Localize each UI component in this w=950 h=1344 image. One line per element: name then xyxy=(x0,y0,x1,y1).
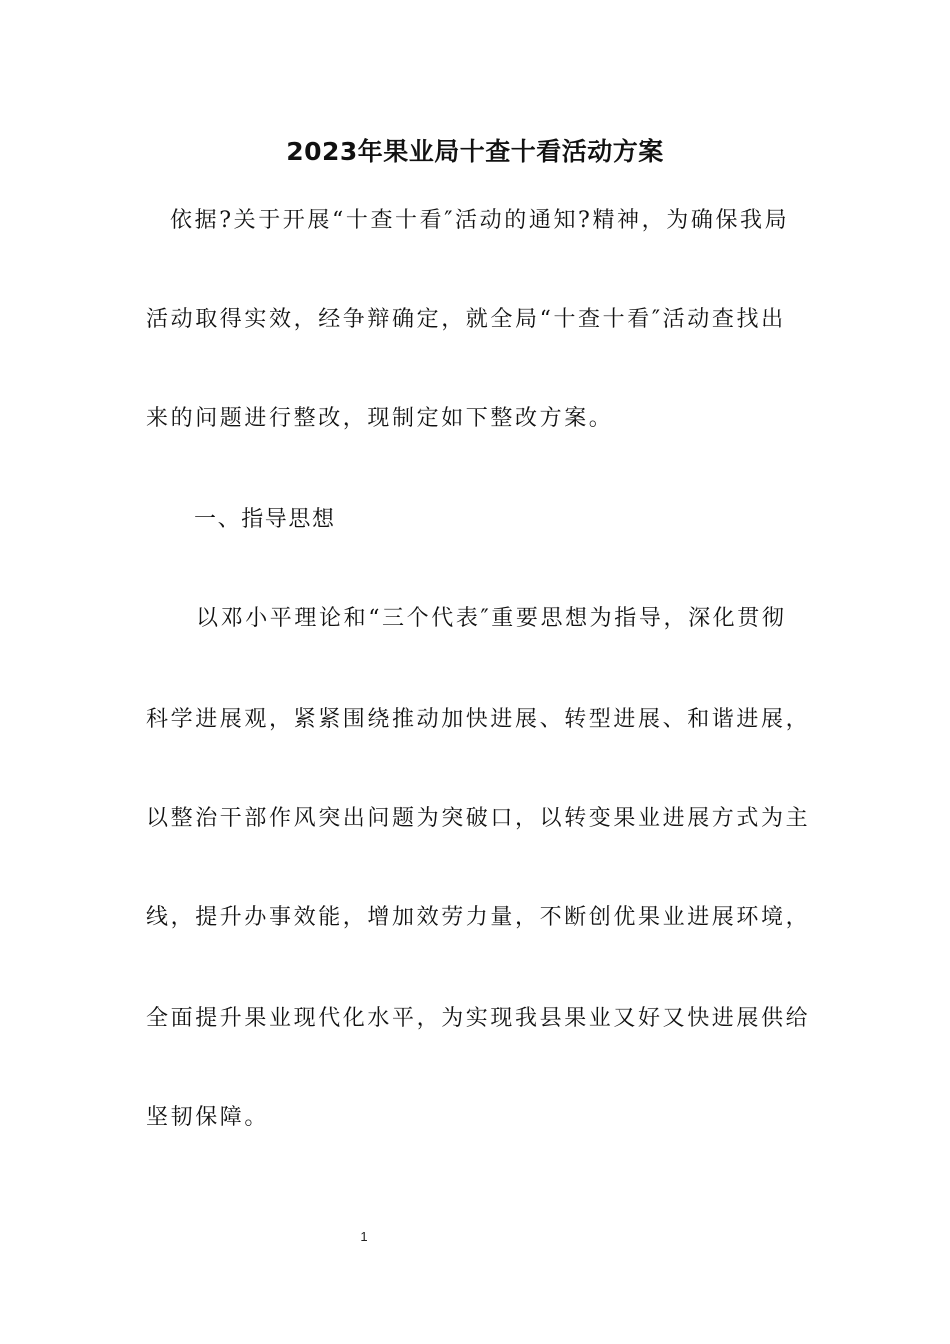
intro-line-1: 依据?关于开展“十查十看″活动的通知?精神，为确保我局 xyxy=(170,208,790,233)
body-line-6: 坚韧保障。 xyxy=(146,1105,270,1130)
page-number: 1 xyxy=(360,1229,368,1244)
intro-line-3: 来的问题进行整改，现制定如下整改方案。 xyxy=(146,406,614,431)
document-title: 2023年果业局十查十看活动方案 xyxy=(286,137,664,166)
body-line-1: 以邓小平理论和“三个代表″重要思想为指导，深化贯彻 xyxy=(196,606,787,631)
body-line-4: 线，提升办事效能，增加效劳力量，不断创优果业进展环境， xyxy=(146,905,811,930)
body-line-5: 全面提升果业现代化水平，为实现我县果业又好又快进展供给 xyxy=(146,1006,811,1031)
body-line-2: 科学进展观，紧紧围绕推动加快进展、转型进展、和谐进展， xyxy=(146,707,811,732)
body-line-3: 以整治干部作风突出问题为突破口，以转变果业进展方式为主 xyxy=(146,806,811,831)
section-heading: 一、指导思想 xyxy=(194,507,336,532)
intro-line-2: 活动取得实效，经争辩确定，就全局“十查十看″活动查找出 xyxy=(146,307,786,332)
